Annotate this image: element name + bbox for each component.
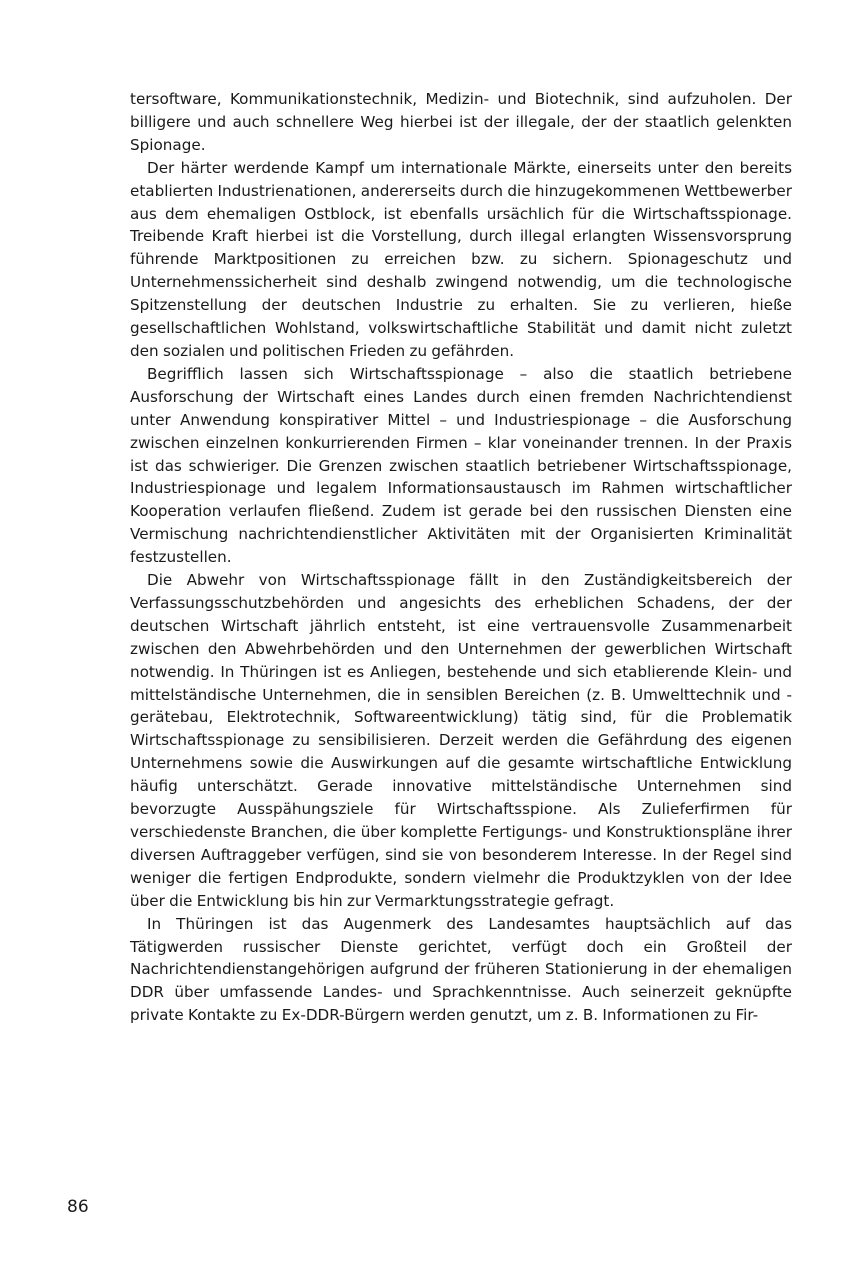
paragraph-1: tersoftware, Kommunikationstechnik, Medizin- und Biotechnik, sind aufzuholen. Der billigere und auch schnellere Weg hierbei ist der illegale, der der staatlich gelenkten Spionage. [130, 90, 792, 154]
body-text [130, 88, 792, 1027]
paragraph-3: Begrifflich lassen sich Wirtschaftsspionage – also die staatlich betriebene Ausforschung der Wirtschaft eines Landes durch einen fremden Nachrichtendienst unter Anwendung konspirativer Mittel – und Industriespionage – die Ausforschung zwischen einzelnen konkurrierenden Firmen – klar voneinander trennen. In der Praxis ist das schwieriger. Die Grenzen zwischen staatlich betriebener Wirtschaftsspionage, Industriespionage und legalem Informationsaustausch im Rahmen wirtschaftlicher Kooperation verlaufen fließend. Zudem ist gerade bei den russischen Diensten eine Vermischung nachrichtendienstlicher Aktivitäten mit der Organisierten Kriminalität festzustellen. [130, 364, 792, 567]
page-number: 86 [67, 1197, 89, 1217]
paragraph-5: In Thüringen ist das Augenmerk des Landesamtes hauptsächlich auf das Tätigwerden russischer Dienste gerichtet, verfügt doch ein Großteil der Nachrichtendienstangehörigen aufgrund der früheren Stationierung in der ehemaligen DDR über umfassende Landes- und Sprachkenntnisse. Auch seinerzeit geknüpfte private Kontakte zu Ex-DDR-Bürgern werden genutzt, um z. B. Informationen zu Fir- [130, 914, 792, 1025]
paragraph-2: Der härter werdende Kampf um internationale Märkte, einerseits unter den bereits etablierten Industrienationen, andererseits durch die hinzugekommenen Wettbewerber aus dem ehemaligen Ostblock, ist ebenfalls ursächlich für die Wirtschaftsspionage. Treibende Kraft hierbei ist die Vorstellung, durch illegal erlangten Wissensvorsprung führende Marktpositionen zu erreichen bzw. zu sichern. Spionageschutz und Unternehmenssicherheit sind deshalb zwingend notwendig, um die technologische Spitzenstellung der deutschen Industrie zu erhalten. Sie zu verlieren, hieße gesellschaftlichen Wohlstand, volkswirtschaftliche Stabilität und damit nicht zuletzt den sozialen und politischen Frieden zu gefährden. [130, 158, 792, 360]
paragraph-4: Die Abwehr von Wirtschaftsspionage fällt in den Zuständigkeitsbereich der Verfassungsschutzbehörden und angesichts des erheblichen Schadens, der der deutschen Wirtschaft jährlich entsteht, ist eine vertrauensvolle Zusammenarbeit zwischen den Abwehrbehörden und den Unternehmen der gewerblichen Wirtschaft notwendig. In Thüringen ist es Anliegen, bestehende und sich etablierende Klein- und mittelständische Unternehmen, die in sensiblen Bereichen (z. B. Umwelttechnik und -gerätebau, Elektrotechnik, Softwareentwicklung) tätig sind, für die Problematik Wirtschaftsspionage zu sensibilisieren. Derzeit werden die Gefährdung des eigenen Unternehmens sowie die Auswirkungen auf die gesamte wirtschaftliche Entwicklung häufig unterschätzt. Gerade innovative mittelständische Unternehmen sind bevorzugte Ausspähungsziele für Wirtschaftsspione. Als Zulieferfirmen für verschiedenste Branchen, die über komplette Fertigungs- und Konstruktionspläne ihrer diversen Auftraggeber verfügen, sind sie von besonderem Interesse. In der Regel sind weniger die fertigen Endprodukte, sondern vielmehr die Produktzyklen von der Idee über die Entwicklung bis hin zur Vermarktungsstrategie gefragt. [130, 571, 792, 910]
